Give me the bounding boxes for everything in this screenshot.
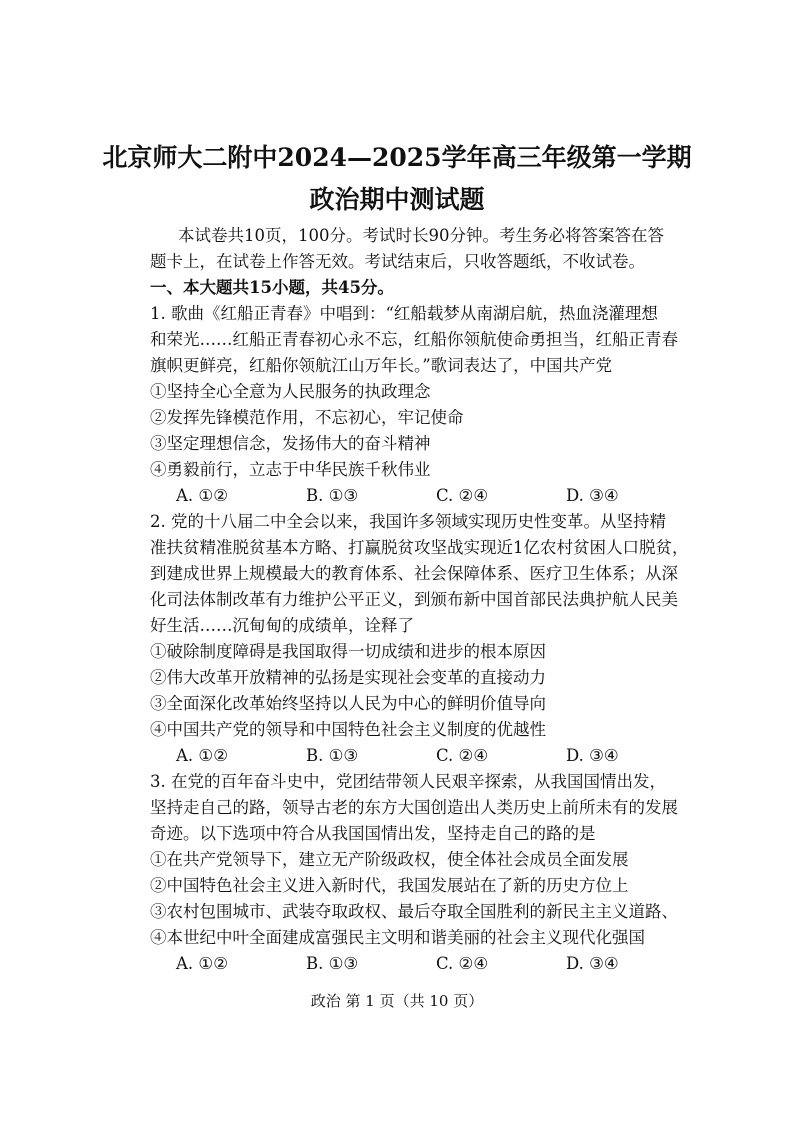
q2-item: ②伟大改革开放精神的弘扬是实现社会变革的直接动力: [150, 668, 546, 687]
q2-option-a: A. ①②: [176, 746, 228, 765]
q2-stem-line: 准扶贫精准脱贫基本方略、打赢脱贫攻坚战实现近1亿农村贫困人口脱贫，: [150, 538, 689, 557]
intro-line-2: 题卡上，在试卷上作答无效。考试结束后，只收答题纸，不收试卷。: [150, 252, 645, 271]
q3-option-d: D. ③④: [566, 954, 619, 973]
q2-stem-line: 2. 党的十八届二中全会以来，我国许多领域实现历史性变革。从坚持精: [150, 512, 666, 531]
q2-item: ④中国共产党的领导和中国特色社会主义制度的优越性: [150, 720, 546, 739]
q1-stem-line: 和荣光……红船正青春初心永不忘，红船你领航使命勇担当，红船正青春: [150, 330, 678, 349]
q1-stem-line: 1. 歌曲《红船正青春》中唱到：“红船载梦从南湖启航，热血浇灌理想: [150, 304, 658, 323]
q2-stem-line: 化司法体制改革有力维护公平正义，到颁布新中国首部民法典护航人民美: [150, 590, 678, 609]
q2-item: ①破除制度障碍是我国取得一切成绩和进步的根本原因: [150, 642, 546, 661]
page-footer: 政治 第 1 页（共 10 页）: [310, 992, 484, 1010]
q1-option-b: B. ①③: [306, 486, 359, 505]
q1-option-a: A. ①②: [176, 486, 228, 505]
intro-line-1: 本试卷共10页，100分。考试时长90分钟。考生务必将答案答在答: [178, 226, 664, 245]
q2-option-c: C. ②④: [436, 746, 489, 765]
q3-stem-line: 3. 在党的百年奋斗史中，党团结带领人民艰辛探索，从我国国情出发，: [150, 772, 666, 791]
q3-option-a: A. ①②: [176, 954, 228, 973]
q2-item: ③全面深化改革始终坚持以人民为中心的鲜明价值导向: [150, 694, 546, 713]
q1-item: ①坚持全心全意为人民服务的执政理念: [150, 382, 431, 401]
q2-stem-line: 到建成世界上规模最大的教育体系、社会保障体系、医疗卫生体系；从深: [150, 564, 678, 583]
section-heading: 一、本大题共15小题，共45分。: [150, 278, 394, 297]
q2-option-b: B. ①③: [306, 746, 359, 765]
q3-stem-line: 奇迹。以下选项中符合从我国国情出发，坚持走自己的路的是: [150, 824, 596, 843]
q3-item: ③农村包围城市、武装夺取政权、最后夺取全国胜利的新民主主义道路、: [150, 902, 678, 921]
q1-item: ④勇毅前行，立志于中华民族千秋伟业: [150, 460, 431, 479]
q1-item: ③坚定理想信念，发扬伟大的奋斗精神: [150, 434, 431, 453]
exam-subtitle: 政治期中测试题: [309, 185, 485, 214]
q1-option-d: D. ③④: [566, 486, 619, 505]
exam-title: 北京师大二附中2024—2025学年高三年级第一学期: [102, 143, 692, 172]
q3-item: ①在共产党领导下，建立无产阶级政权，使全体社会成员全面发展: [150, 850, 629, 869]
q3-stem-line: 坚持走自己的路，领导古老的东方大国创造出人类历史上前所未有的发展: [150, 798, 678, 817]
q2-option-d: D. ③④: [566, 746, 619, 765]
q3-option-c: C. ②④: [436, 954, 489, 973]
q1-item: ②发挥先锋模范作用，不忘初心，牢记使命: [150, 408, 464, 427]
q1-stem-line: 旗帜更鲜亮，红船你领航江山万年长。”歌词表达了，中国共产党: [150, 356, 613, 375]
q1-option-c: C. ②④: [436, 486, 489, 505]
q3-item: ②中国特色社会主义进入新时代，我国发展站在了新的历史方位上: [150, 876, 629, 895]
q3-option-b: B. ①③: [306, 954, 359, 973]
q3-item: ④本世纪中叶全面建成富强民主文明和谐美丽的社会主义现代化强国: [150, 928, 645, 947]
q2-stem-line: 好生活……沉甸甸的成绩单，诠释了: [150, 616, 414, 635]
